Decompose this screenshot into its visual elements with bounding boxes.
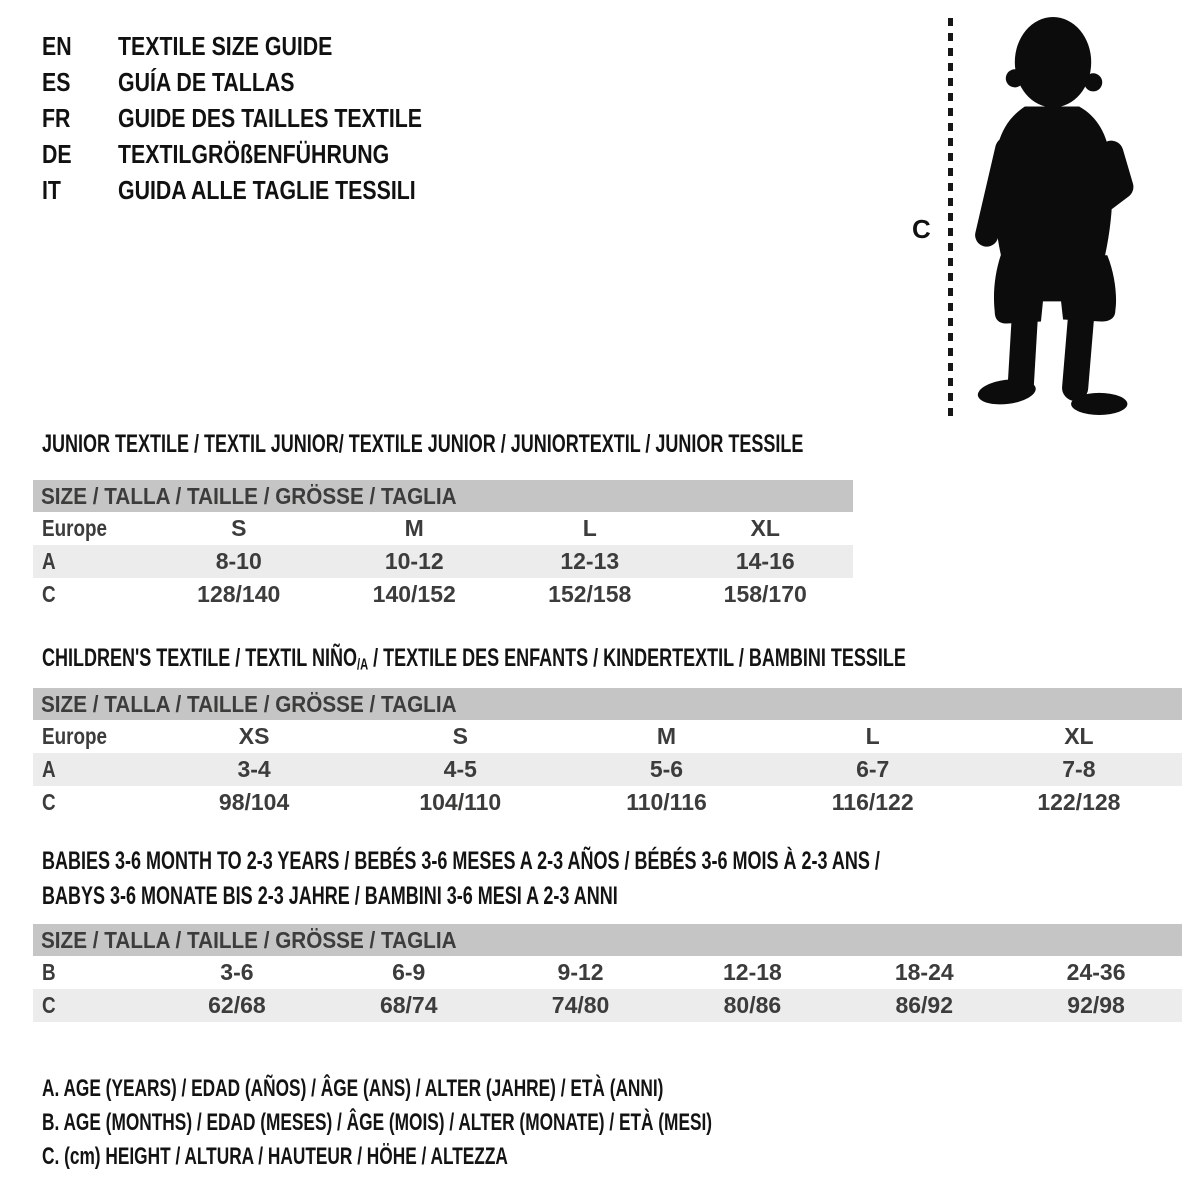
- children-height-m: 110/116: [626, 789, 707, 815]
- babies-months-4: 12-18: [722, 959, 782, 985]
- babies-height-2: 68/74: [379, 992, 438, 1018]
- children-age-xs: 3-4: [237, 756, 271, 782]
- junior-size-header-bar: SIZE / TALLA / TAILLE / GRÖSSE / TAGLIA: [33, 480, 853, 512]
- children-height-xs: 98/104: [218, 789, 290, 815]
- babies-section-title-line2: BABYS 3-6 MONATE BIS 2-3 JAHRE / BAMBINI 3-6 MESI A 2-3 ANNI: [42, 882, 618, 910]
- babies-months-3: 9-12: [557, 959, 604, 985]
- babies-months-label: B: [42, 959, 56, 985]
- children-size-s: S: [452, 723, 468, 749]
- babies-months-5: 18-24: [894, 959, 954, 985]
- lang-code-es: ES: [42, 66, 71, 97]
- lang-label-en: TEXTILE SIZE GUIDE: [118, 30, 333, 61]
- junior-height-m: 140/152: [372, 581, 456, 607]
- children-size-m: M: [656, 723, 677, 749]
- babies-height-6: 92/98: [1067, 992, 1125, 1018]
- lang-code-en: EN: [42, 30, 72, 61]
- junior-age-l: 12-13: [560, 548, 620, 574]
- lang-row-en: [42, 28, 489, 64]
- junior-row-height: [33, 578, 853, 611]
- legend-age-years: A. AGE (YEARS) / EDAD (AÑOS) / ÂGE (ANS) / ALTER (JAHRE) / ETÀ (ANNI): [42, 1075, 664, 1102]
- children-europe-label: Europe: [42, 723, 107, 749]
- children-age-label: A: [42, 756, 56, 782]
- junior-europe-label: Europe: [42, 515, 107, 541]
- lang-label-es: GUÍA DE TALLAS: [118, 66, 295, 97]
- babies-height-label: C: [42, 992, 56, 1018]
- height-measure-label: C: [912, 214, 931, 244]
- children-size-xs: XS: [238, 723, 270, 749]
- junior-height-l: 152/158: [548, 581, 632, 607]
- children-size-l: L: [865, 723, 880, 749]
- junior-height-s: 128/140: [197, 581, 281, 607]
- junior-age-m: 10-12: [384, 548, 444, 574]
- babies-section-title-line1: BABIES 3-6 MONTH TO 2-3 YEARS / BEBÉS 3-6 MESES A 2-3 AÑOS / BÉBÉS 3-6 MOIS À 2-3 ANS /: [42, 847, 880, 875]
- babies-row-age-months: [33, 956, 1182, 989]
- children-height-xl: 122/128: [1037, 789, 1121, 815]
- legend-height-cm: C. (cm) HEIGHT / ALTURA / HAUTEUR / HÖHE / ALTEZZA: [42, 1143, 508, 1170]
- lang-label-it: GUIDA ALLE TAGLIE TESSILI: [118, 174, 416, 205]
- children-age-l: 6-7: [856, 756, 890, 782]
- legend-age-months: B. AGE (MONTHS) / EDAD (MESES) / ÂGE (MOIS) / ALTER (MONATE) / ETÀ (MESI): [42, 1109, 713, 1136]
- babies-height-3: 74/80: [551, 992, 610, 1018]
- children-row-height: [33, 786, 1182, 819]
- babies-months-2: 6-9: [392, 959, 426, 985]
- lang-row-fr: [42, 100, 489, 136]
- lang-row-es: [42, 64, 489, 100]
- children-age-s: 4-5: [443, 756, 477, 782]
- height-measure-dashed-line: [948, 18, 953, 416]
- junior-size-l: L: [582, 515, 597, 541]
- measure-legend: [42, 1072, 973, 1174]
- junior-age-label: A: [42, 548, 56, 574]
- junior-row-europe: [33, 512, 853, 545]
- babies-height-1: 62/68: [208, 992, 266, 1018]
- junior-size-m: M: [404, 515, 424, 541]
- lang-code-it: IT: [42, 174, 61, 205]
- children-height-s: 104/110: [419, 789, 502, 815]
- babies-size-table: [33, 924, 1182, 1022]
- babies-size-header-bar: SIZE / TALLA / TAILLE / GRÖSSE / TAGLIA: [33, 924, 1182, 956]
- children-title-subscript: /A: [356, 656, 369, 674]
- babies-row-height: [33, 989, 1182, 1022]
- children-row-age: [33, 753, 1182, 786]
- lang-label-fr: GUIDE DES TAILLES TEXTILE: [118, 102, 423, 133]
- lang-row-de: [42, 136, 489, 172]
- children-row-europe: [33, 720, 1182, 753]
- children-height-label: C: [42, 789, 56, 815]
- babies-height-4: 80/86: [723, 992, 782, 1018]
- children-section-title: CHILDREN'S TEXTILE / TEXTIL NIÑO/A / TEXTILE DES ENFANTS / KINDERTEXTIL / BAMBINI TESSILE: [42, 644, 906, 674]
- children-size-header-bar: SIZE / TALLA / TAILLE / GRÖSSE / TAGLIA: [33, 688, 1182, 720]
- junior-size-xl: XL: [750, 515, 780, 541]
- junior-section-title: JUNIOR TEXTILE / TEXTIL JUNIOR/ TEXTILE JUNIOR / JUNIORTEXTIL / JUNIOR TESSILE: [42, 430, 804, 458]
- junior-height-xl: 158/170: [723, 581, 807, 607]
- children-height-l: 116/122: [831, 789, 914, 815]
- junior-age-s: 8-10: [215, 548, 262, 574]
- junior-height-label: C: [42, 581, 56, 607]
- lang-label-de: TEXTILGRÖßENFÜHRUNG: [118, 138, 390, 169]
- lang-code-fr: FR: [42, 102, 71, 133]
- junior-age-xl: 14-16: [735, 548, 795, 574]
- babies-months-6: 24-36: [1066, 959, 1126, 985]
- junior-row-age: [33, 545, 853, 578]
- children-age-m: 5-6: [649, 756, 684, 782]
- toddler-silhouette-icon: [960, 14, 1140, 416]
- lang-code-de: DE: [42, 138, 72, 169]
- children-size-table: [33, 688, 1182, 819]
- children-size-xl: XL: [1064, 723, 1094, 749]
- junior-size-s: S: [231, 515, 247, 541]
- children-age-xl: 7-8: [1062, 756, 1096, 782]
- junior-size-table: [33, 480, 853, 611]
- babies-months-1: 3-6: [220, 959, 254, 985]
- lang-row-it: [42, 172, 489, 208]
- language-title-list: [42, 28, 489, 208]
- babies-height-5: 86/92: [895, 992, 954, 1018]
